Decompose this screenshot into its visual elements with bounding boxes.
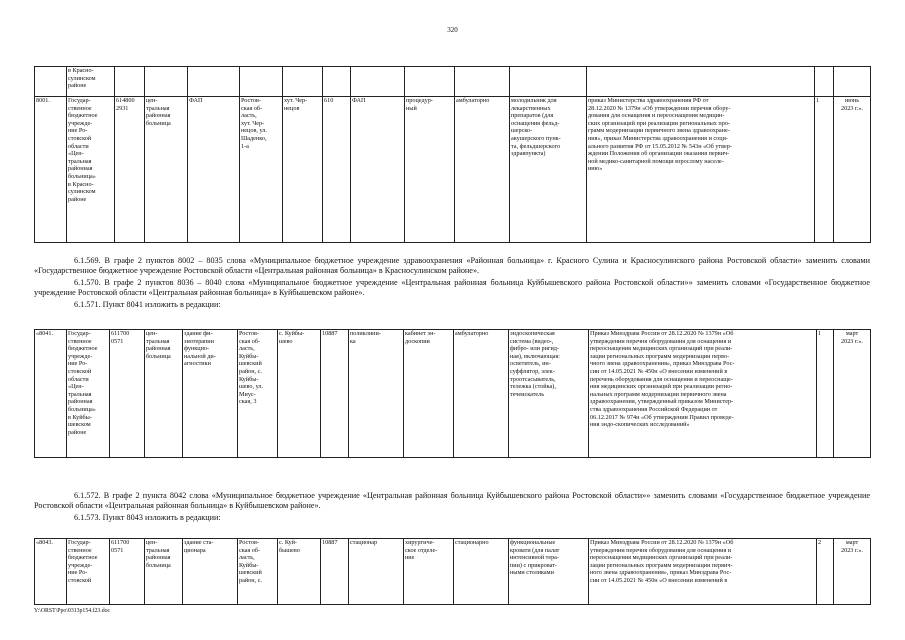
paragraph-6-1-572: 6.1.572. В графе 2 пункта 8042 слова «Муниципальное бюджетное учреждение «Центральная районная больница Куйбышевского района Ростовской области»» заменить словами «Государственное бюджетное учреждение Ростовской области «Центральная районная больница» в Куйбышевском районе». bbox=[34, 491, 870, 511]
page-number: 320 bbox=[447, 26, 458, 34]
table-8041 bbox=[34, 329, 871, 458]
table-cell: Приказ Минздрава России от 28.12.2020 № 1379н «Об утверждении перечня оборудования для оснащения и переоснащения медицинских организаций при реали- зации региональных программ модернизации перво- чного звена здравоохранения», приказ Минздрава Рос- сии от 14.05.2021 № 450н «О внесении изменений в перечень оборудования для оснащения и переоснаще- ния медицинских организаций при реализации регио- нальных программ модернизации первичного звена здравоохранения, утвержденный приказом Министер- ства здравоохранения Российской Федерации от 06.12.2017 № 974н «Об утверждении Правил проведе- ния эндо-скопических исследований» bbox=[589, 330, 817, 458]
table-cell: 10887 bbox=[321, 330, 349, 458]
table-cell: Государ- ственное бюджетное учрежде- ние Ро- стовской области «Цен- тральная районная больница» в Красно- сулинском районе bbox=[67, 97, 115, 243]
table-cell: цен- тральная районная больница bbox=[145, 539, 183, 605]
table-cell: Государ- ственное бюджетное учрежде- ние Ро- стовской bbox=[67, 539, 110, 605]
table-cell: Ростов- ская об- ласть, Куйбы- шевский район, с. bbox=[238, 539, 278, 605]
table-cell: хут. Чер- нецов bbox=[283, 97, 323, 243]
paragraph-6-1-573: 6.1.573. Пункт 8043 изложить в редакции: bbox=[74, 513, 221, 522]
table-row bbox=[35, 539, 871, 605]
table-cell: здание ста- ционара bbox=[183, 539, 238, 605]
table-cell: Ростов- ская об- ласть, хут. Чер- нецов, ул. Шаденко, 1-а bbox=[240, 97, 283, 243]
table-cell: с. Куй- бышево bbox=[278, 539, 321, 605]
table-cell: июнь 2023 г.». bbox=[834, 97, 871, 243]
table-cell: Ростов- ская об- ласть, Куйбы- шевский район, с. Куйбы- шево, ул. Миус- ская, 3 bbox=[238, 330, 278, 458]
table-row bbox=[35, 330, 871, 458]
footer-file-path: Y:\ORST\Ppo\0313p154.f23.doc bbox=[34, 608, 111, 614]
table-cell: 611700 0571 bbox=[110, 330, 145, 458]
table-cell: цен- тральная районная больница bbox=[145, 97, 188, 243]
table-cell: стационарно bbox=[454, 539, 509, 605]
table-cell: стационар bbox=[349, 539, 404, 605]
paragraph-6-1-570: 6.1.570. В графе 2 пунктов 8036 – 8040 слова «Муниципальное бюджетное учреждение «Центральная районная больница Куйбышевского района Ростовской области»» заменить словами «Государственное бюджетное учреждение Ростовской области «Центральная районная больница» в Куйбышевском районе». bbox=[34, 278, 870, 298]
table-cell: 614800 2931 bbox=[115, 97, 145, 243]
table-cell: процедур- ный bbox=[405, 97, 455, 243]
table-cell: 611700 0571 bbox=[110, 539, 145, 605]
table-row bbox=[35, 67, 871, 97]
table-8043 bbox=[34, 538, 871, 605]
table-cell: ФАП bbox=[188, 97, 240, 243]
table-cell: 8001. bbox=[35, 97, 67, 243]
table-cell: цен- тральная районная больница bbox=[145, 330, 183, 458]
table-cell: 2 bbox=[817, 539, 834, 605]
table-cell: «8043. bbox=[35, 539, 67, 605]
table-cell: приказ Министерства здравоохранения РФ от 28.12.2020 № 1379н «Об утверждении перечня обору- дования для оснащения и переоснащения медицин- ских организаций при реализации региональных про- грамм модернизации первичного звена здравоохране- ния», приказ Министерства здравоохранения и соци- ального развития РФ от 15.05.2012 № 543н «Об утвер- ждении Положения об организации оказания первич- ной медико-санитарной помощи взрослому населе- нию» bbox=[587, 97, 815, 243]
table-cell: хирургиче- ское отделе- ние bbox=[404, 539, 454, 605]
paragraph-6-1-571: 6.1.571. Пункт 8041 изложить в редакции: bbox=[74, 300, 221, 309]
table-cell: 610 bbox=[323, 97, 351, 243]
table-cell: поликлини- ка bbox=[349, 330, 404, 458]
table-cell: амбулаторно bbox=[454, 330, 509, 458]
table-cell: в Красно- сулинском районе bbox=[67, 67, 115, 97]
table-cell: Приказ Минздрава России от 28.12.2020 № 1379н «Об утверждении перечня оборудования для оснащения и переоснащения медицинских организаций при реали- зации региональных программ модернизации первич- ного звена здравоохранения», приказ Минздрава Рос- сии от 14.05.2021 № 450н «О внесении изменений в bbox=[589, 539, 817, 605]
table-cell: эндоскопическая система (видео-, фибро- или ригид- ная), включающая: осветитель, ин- суффлятор, элек- троотсасыватель, тележка (стойка), течеискатель bbox=[509, 330, 589, 458]
table-cell: 1 bbox=[815, 97, 834, 243]
table-8001 bbox=[34, 66, 871, 243]
table-cell: 10887 bbox=[321, 539, 349, 605]
table-cell: здание фи- зиотерапии функцио- нальной ди- агностики bbox=[183, 330, 238, 458]
table-cell: «8041. bbox=[35, 330, 67, 458]
table-cell: кабинет эн- доскопии bbox=[404, 330, 454, 458]
table-cell: март 2023 г.». bbox=[834, 539, 871, 605]
table-cell: с. Куйбы- шево bbox=[278, 330, 321, 458]
table-cell: молодильник для лекарственных препаратов (для оснащения фельд- шерско- акушерского пунк- та, фельдшерского здравпункта) bbox=[510, 97, 587, 243]
table-cell: март 2023 г.». bbox=[834, 330, 871, 458]
table-cell: функциональные кровати (для палат интенсивной тера- пии) с прикроват- ными столиками bbox=[509, 539, 589, 605]
table-cell: Государ- ственное бюджетное учрежде- ние Ро- стовской области «Цен- тральная районная больница» в Куйбы- шевском районе bbox=[67, 330, 110, 458]
table-cell: 1 bbox=[817, 330, 834, 458]
paragraph-6-1-569: 6.1.569. В графе 2 пунктов 8002 – 8035 слова «Муниципальное бюджетное учреждение здравоохранения «Районная больница» г. Красного Сулина и Красносулинского района Ростовской области» заменить словами «Государственное бюджетное учреждение Ростовской области «Центральная районная больница» в Красносулинском районе». bbox=[34, 256, 870, 276]
table-cell: ФАП bbox=[351, 97, 405, 243]
table-row bbox=[35, 97, 871, 243]
table-cell: амбулаторно bbox=[455, 97, 510, 243]
